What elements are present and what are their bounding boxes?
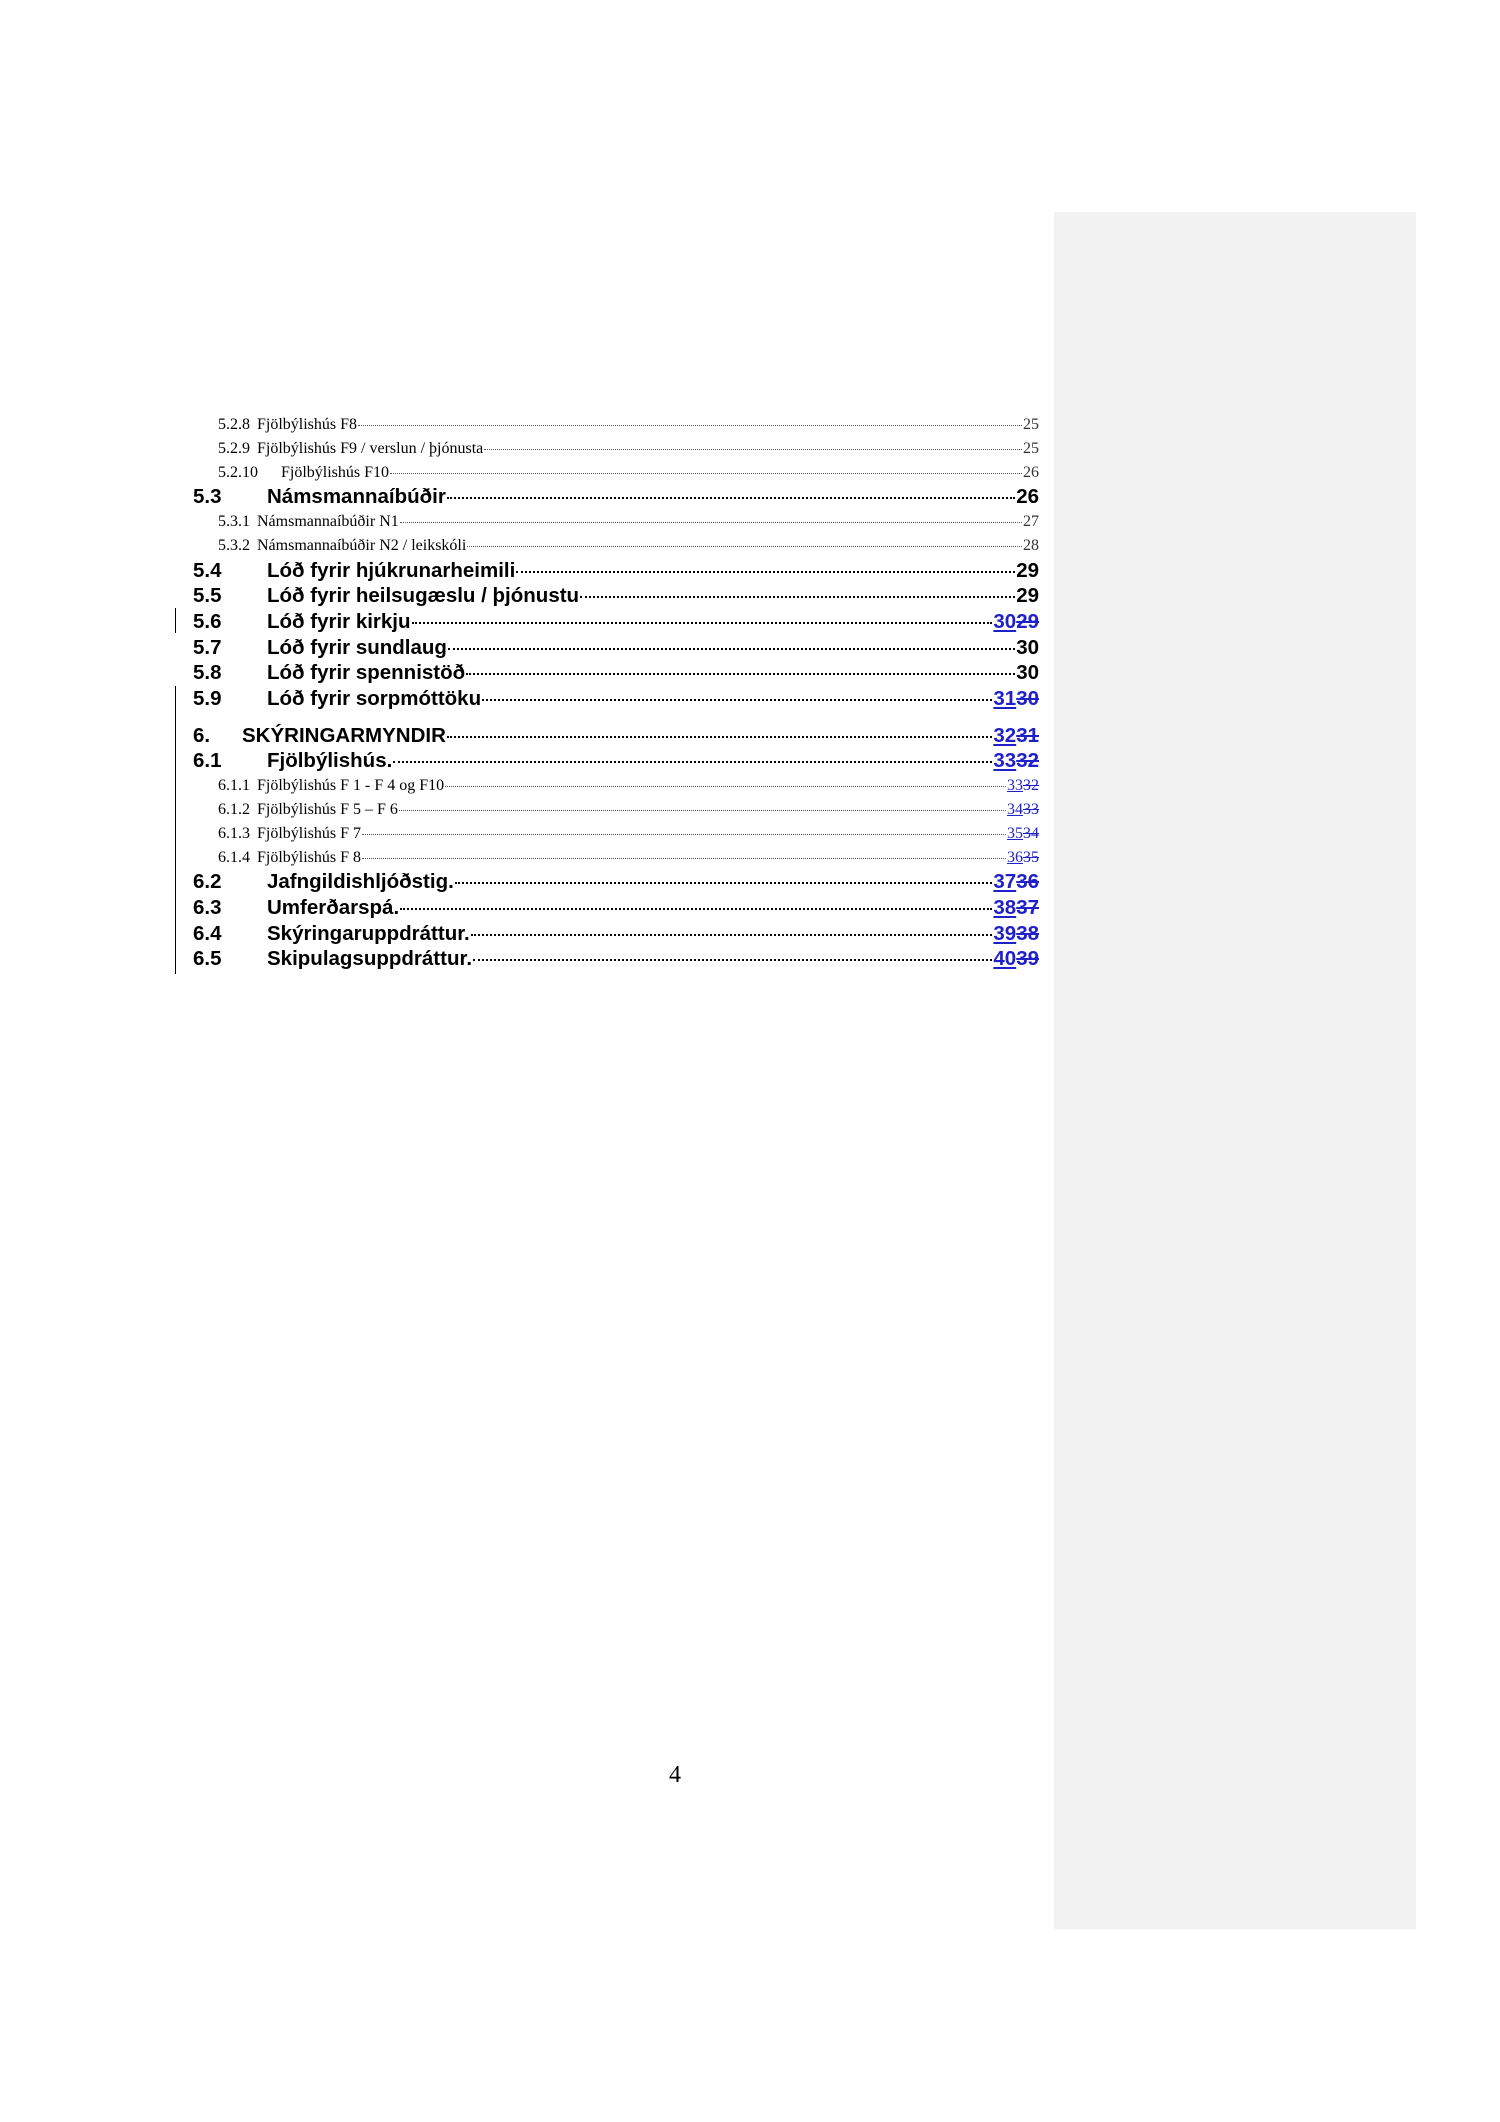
- toc-entry-number: 6.1.4: [218, 848, 250, 866]
- toc-entry-page: 26: [1023, 463, 1039, 481]
- dot-leader: [399, 810, 1006, 811]
- deleted-page-number: 33: [1023, 800, 1039, 818]
- toc-entry-title: Jafngildishljóðstig.: [267, 870, 454, 894]
- toc-entry-number: 6.4: [193, 921, 222, 945]
- dot-leader: [362, 858, 1006, 859]
- inserted-page-number: 32: [993, 723, 1017, 747]
- toc-entry-number: 5.2.9: [218, 439, 250, 457]
- toc-entry[interactable]: [193, 609, 1039, 635]
- toc-entry[interactable]: [193, 461, 1039, 485]
- toc-entry[interactable]: [193, 723, 1039, 749]
- toc-entry-page: [993, 869, 1039, 895]
- inserted-page-number: 38: [993, 896, 1017, 920]
- toc-entry[interactable]: [193, 558, 1039, 584]
- toc-entry-title: Fjölbýlishús F 1 - F 4 og F10: [257, 777, 445, 795]
- toc-entry[interactable]: [193, 413, 1039, 437]
- toc-entry-page: 29: [1016, 558, 1039, 582]
- dot-leader: [448, 648, 1015, 650]
- inserted-page-number: 35: [1007, 824, 1023, 842]
- deleted-page-number: 31: [1016, 723, 1039, 747]
- toc-entry-number: 6.: [193, 723, 211, 747]
- deleted-page-number: 36: [1016, 870, 1039, 894]
- toc-entry-title: Lóð fyrir hjúkrunarheimili: [267, 558, 516, 582]
- deleted-page-number: 39: [1016, 947, 1039, 971]
- toc-entry-page: 28: [1023, 536, 1039, 554]
- dot-leader: [466, 673, 1015, 675]
- toc-entry-number: 6.1: [193, 749, 222, 773]
- toc-entry-title: Fjölbýlishús F 8: [257, 848, 362, 866]
- inserted-page-number: 33: [993, 749, 1017, 773]
- dot-leader: [516, 571, 1015, 573]
- toc-entry-page: [993, 748, 1039, 774]
- dot-leader: [393, 761, 992, 763]
- change-bar: [175, 608, 176, 633]
- toc-entry-title: Námsmannaíbúðir: [267, 485, 446, 509]
- inserted-page-number: 40: [993, 947, 1017, 971]
- deleted-page-number: 38: [1016, 921, 1039, 945]
- toc-entry-number: 6.3: [193, 896, 222, 920]
- toc-entry-page: [1007, 822, 1039, 846]
- dot-leader: [445, 786, 1006, 787]
- toc-entry-title: Fjölbýlishús F10: [281, 463, 390, 481]
- dot-leader: [400, 522, 1022, 523]
- deleted-page-number: 30: [1016, 687, 1039, 711]
- dot-leader: [482, 699, 992, 701]
- toc-entry-number: 6.2: [193, 870, 222, 894]
- toc-entry[interactable]: [193, 635, 1039, 661]
- toc-entry-title: Fjölbýlishús F 5 – F 6: [257, 800, 398, 818]
- comment-margin-pane: [1054, 212, 1416, 1929]
- toc-entry-page: [993, 723, 1039, 749]
- dot-leader: [400, 908, 992, 910]
- toc-entry-page: 25: [1023, 439, 1039, 457]
- toc-entry[interactable]: [193, 686, 1039, 712]
- toc-entry-page: 27: [1023, 513, 1039, 531]
- dot-leader: [447, 736, 993, 738]
- toc-entry-title: Lóð fyrir heilsugæslu / þjónustu: [267, 584, 580, 608]
- toc-entry-title: Skipulagsuppdráttur.: [267, 947, 473, 971]
- toc-entry[interactable]: [193, 748, 1039, 774]
- dot-leader: [358, 425, 1022, 426]
- toc-entry-title: SKÝRINGARMYNDIR: [242, 723, 446, 747]
- toc-entry-number: 6.1.2: [218, 800, 250, 818]
- toc-entry-title: Lóð fyrir sorpmóttöku: [267, 687, 482, 711]
- toc-entry-number: 5.4: [193, 558, 222, 582]
- toc-entry[interactable]: [193, 869, 1039, 895]
- toc-entry[interactable]: [193, 798, 1039, 822]
- deleted-page-number: 37: [1016, 896, 1039, 920]
- dot-leader: [473, 959, 992, 961]
- toc-entry-number: 5.6: [193, 610, 222, 634]
- toc-entry-number: 5.5: [193, 584, 222, 608]
- inserted-page-number: 31: [993, 687, 1017, 711]
- toc-entry-number: 5.3.1: [218, 513, 250, 531]
- toc-entry-title: Fjölbýlishús.: [267, 749, 393, 773]
- toc-entry[interactable]: [193, 921, 1039, 947]
- table-of-contents: [193, 413, 1039, 972]
- toc-entry-page: [993, 895, 1039, 921]
- toc-entry-number: 5.7: [193, 635, 222, 659]
- toc-entry-title: Lóð fyrir kirkju: [267, 610, 411, 634]
- inserted-page-number: 33: [1007, 777, 1023, 795]
- inserted-page-number: 30: [993, 610, 1017, 634]
- deleted-page-number: 35: [1023, 848, 1039, 866]
- dot-leader: [412, 622, 993, 624]
- toc-entry[interactable]: [193, 510, 1039, 534]
- toc-entry[interactable]: [193, 946, 1039, 972]
- toc-entry-number: 5.2.10: [218, 463, 258, 481]
- toc-entry-page: 29: [1016, 584, 1039, 608]
- toc-entry-page: [993, 921, 1039, 947]
- toc-entry-number: 5.2.8: [218, 416, 250, 433]
- toc-entry[interactable]: [193, 846, 1039, 870]
- deleted-page-number: 32: [1023, 777, 1039, 795]
- toc-entry-page: [1007, 846, 1039, 870]
- dot-leader: [455, 882, 993, 884]
- toc-entry-page: [993, 946, 1039, 972]
- toc-entry-number: 5.9: [193, 687, 222, 711]
- toc-entry-number: 6.1.3: [218, 824, 250, 842]
- toc-entry-title: Lóð fyrir spennistöð: [267, 661, 466, 685]
- page-number: 4: [669, 1762, 681, 1788]
- toc-entry[interactable]: [193, 774, 1039, 798]
- toc-entry-page: [993, 609, 1039, 635]
- toc-entry[interactable]: [193, 437, 1039, 461]
- dot-leader: [467, 546, 1022, 547]
- toc-entry-page: 26: [1016, 485, 1039, 509]
- toc-entry-title: Fjölbýlishús F9 / verslun / þjónusta: [257, 439, 484, 457]
- inserted-page-number: 39: [993, 921, 1017, 945]
- toc-entry-title: Fjölbýlishús F 7: [257, 824, 362, 842]
- toc-entry-page: 30: [1016, 635, 1039, 659]
- toc-entry-page: 25: [1023, 416, 1039, 433]
- toc-entry[interactable]: [193, 895, 1039, 921]
- toc-entry-title: Námsmannaíbúðir N2 / leikskóli: [257, 536, 467, 554]
- inserted-page-number: 34: [1007, 800, 1023, 818]
- inserted-page-number: 37: [993, 870, 1017, 894]
- dot-leader: [390, 473, 1022, 474]
- toc-entry-title: Fjölbýlishús F8: [257, 416, 358, 433]
- deleted-page-number: 29: [1016, 610, 1039, 634]
- toc-entry-number: 5.3.2: [218, 536, 250, 554]
- toc-entry-title: Umferðarspá.: [267, 896, 400, 920]
- dot-leader: [471, 934, 993, 936]
- toc-entry-title: Námsmannaíbúðir N1: [257, 513, 399, 531]
- dot-leader: [580, 596, 1015, 598]
- toc-entry-page: [1007, 774, 1039, 798]
- deleted-page-number: 34: [1023, 824, 1039, 842]
- dot-leader: [362, 834, 1006, 835]
- toc-entry-number: 6.1.1: [218, 777, 250, 795]
- inserted-page-number: 36: [1007, 848, 1023, 866]
- toc-entry-page: [993, 686, 1039, 712]
- toc-entry-title: Lóð fyrir sundlaug: [267, 635, 447, 659]
- dot-leader: [447, 497, 1015, 499]
- toc-entry-page: [1007, 798, 1039, 822]
- toc-entry-number: 5.3: [193, 485, 222, 509]
- toc-entry-title: Skýringaruppdráttur.: [267, 921, 470, 945]
- toc-entry-page: 30: [1016, 661, 1039, 685]
- toc-entry[interactable]: [193, 822, 1039, 846]
- toc-entry-number: 5.8: [193, 661, 222, 685]
- change-bar: [175, 686, 176, 974]
- toc-entry[interactable]: [193, 484, 1039, 510]
- toc-entry[interactable]: [193, 534, 1039, 558]
- dot-leader: [484, 449, 1022, 450]
- deleted-page-number: 32: [1016, 749, 1039, 773]
- toc-entry[interactable]: [193, 660, 1039, 686]
- toc-entry-number: 6.5: [193, 947, 222, 971]
- toc-entry[interactable]: [193, 583, 1039, 609]
